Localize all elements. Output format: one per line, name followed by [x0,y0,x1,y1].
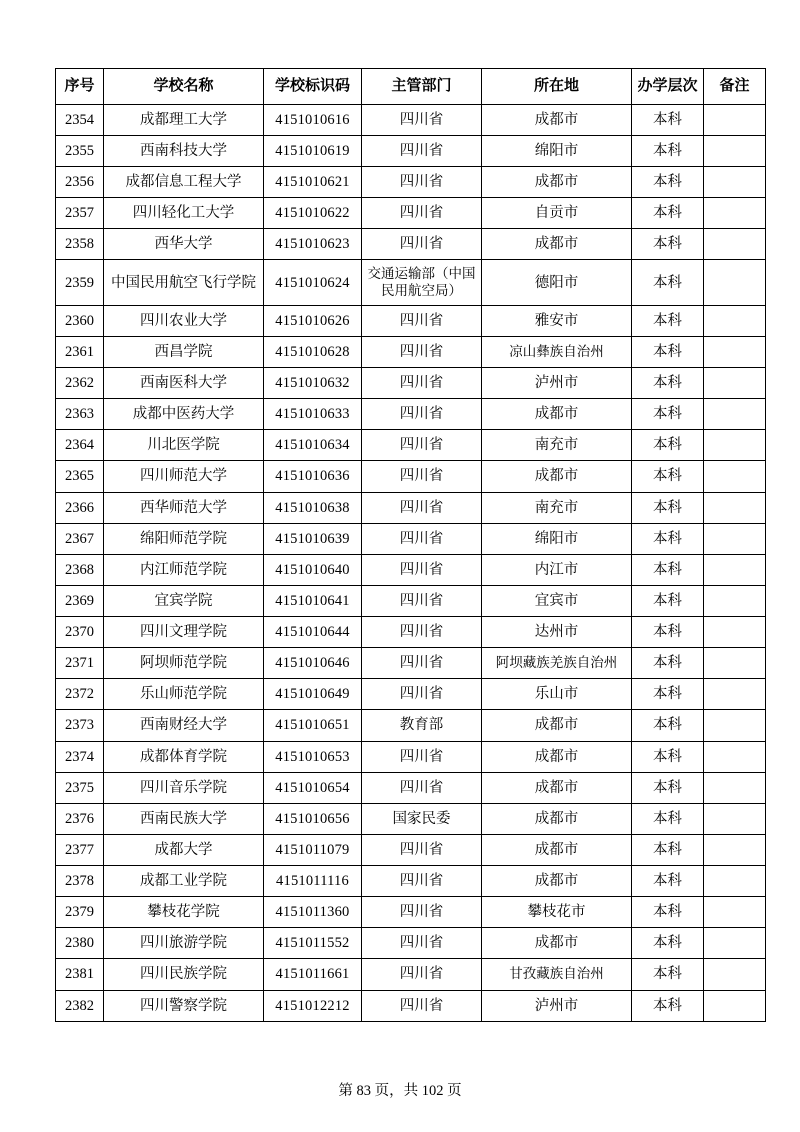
cell-location: 泸州市 [482,990,632,1021]
cell-school-name: 攀枝花学院 [104,897,264,928]
cell-note [704,430,766,461]
cell-seq: 2369 [56,585,104,616]
cell-note [704,229,766,260]
cell-level: 本科 [632,305,704,336]
cell-school-code: 4151010640 [264,554,362,585]
cell-department: 四川省 [362,741,482,772]
column-header-level: 办学层次 [632,69,704,105]
cell-level: 本科 [632,866,704,897]
table-row [56,260,766,305]
table-row [56,430,766,461]
cell-location: 阿坝藏族羌族自治州 [482,648,632,679]
cell-note [704,198,766,229]
cell-school-code: 4151010634 [264,430,362,461]
cell-note [704,260,766,305]
cell-department: 国家民委 [362,803,482,834]
cell-seq: 2371 [56,648,104,679]
cell-level: 本科 [632,492,704,523]
cell-department: 四川省 [362,229,482,260]
table-row [56,461,766,492]
cell-seq: 2381 [56,959,104,990]
cell-school-code: 4151011116 [264,866,362,897]
table-row [56,866,766,897]
cell-school-name: 成都体育学院 [104,741,264,772]
cell-level: 本科 [632,430,704,461]
cell-level: 本科 [632,990,704,1021]
cell-location: 成都市 [482,167,632,198]
cell-department: 四川省 [362,617,482,648]
cell-seq: 2359 [56,260,104,305]
cell-school-name: 西南科技大学 [104,135,264,166]
cell-level: 本科 [632,710,704,741]
cell-level: 本科 [632,399,704,430]
table-row [56,772,766,803]
table-row [56,585,766,616]
cell-department: 四川省 [362,866,482,897]
cell-level: 本科 [632,617,704,648]
cell-location: 成都市 [482,229,632,260]
cell-note [704,336,766,367]
cell-note [704,959,766,990]
cell-level: 本科 [632,135,704,166]
cell-level: 本科 [632,523,704,554]
cell-department: 四川省 [362,336,482,367]
cell-school-name: 四川旅游学院 [104,928,264,959]
cell-level: 本科 [632,198,704,229]
cell-level: 本科 [632,368,704,399]
cell-note [704,834,766,865]
cell-level: 本科 [632,648,704,679]
cell-department: 四川省 [362,305,482,336]
table-row [56,710,766,741]
cell-level: 本科 [632,104,704,135]
cell-location: 乐山市 [482,679,632,710]
table-header-row [56,69,766,105]
table-row [56,399,766,430]
cell-seq: 2378 [56,866,104,897]
cell-school-code: 4151010639 [264,523,362,554]
table-row [56,523,766,554]
cell-level: 本科 [632,741,704,772]
cell-school-name: 四川警察学院 [104,990,264,1021]
table-row [56,648,766,679]
table-row [56,368,766,399]
cell-seq: 2380 [56,928,104,959]
cell-location: 成都市 [482,710,632,741]
cell-note [704,554,766,585]
cell-school-name: 阿坝师范学院 [104,648,264,679]
cell-seq: 2370 [56,617,104,648]
cell-location: 宜宾市 [482,585,632,616]
cell-location: 达州市 [482,617,632,648]
cell-note [704,461,766,492]
cell-seq: 2367 [56,523,104,554]
cell-department: 四川省 [362,772,482,803]
cell-school-name: 四川轻化工大学 [104,198,264,229]
cell-seq: 2373 [56,710,104,741]
cell-seq: 2358 [56,229,104,260]
cell-note [704,928,766,959]
cell-department: 四川省 [362,959,482,990]
table-row [56,897,766,928]
cell-school-name: 西南民族大学 [104,803,264,834]
cell-school-code: 4151011360 [264,897,362,928]
cell-school-name: 四川音乐学院 [104,772,264,803]
cell-seq: 2379 [56,897,104,928]
cell-level: 本科 [632,167,704,198]
cell-department: 四川省 [362,167,482,198]
cell-seq: 2363 [56,399,104,430]
cell-note [704,135,766,166]
cell-department: 四川省 [362,104,482,135]
cell-location: 凉山彝族自治州 [482,336,632,367]
cell-school-name: 成都信息工程大学 [104,167,264,198]
cell-seq: 2375 [56,772,104,803]
cell-school-name: 四川师范大学 [104,461,264,492]
cell-department: 四川省 [362,368,482,399]
cell-school-code: 4151011552 [264,928,362,959]
cell-department: 教育部 [362,710,482,741]
cell-location: 绵阳市 [482,135,632,166]
cell-school-name: 成都中医药大学 [104,399,264,430]
cell-school-code: 4151010623 [264,229,362,260]
cell-school-name: 宜宾学院 [104,585,264,616]
school-list-table [55,68,766,1022]
cell-location: 成都市 [482,772,632,803]
cell-seq: 2382 [56,990,104,1021]
cell-note [704,167,766,198]
cell-department: 四川省 [362,492,482,523]
cell-seq: 2372 [56,679,104,710]
cell-school-name: 西南医科大学 [104,368,264,399]
cell-seq: 2360 [56,305,104,336]
cell-note [704,803,766,834]
cell-school-code: 4151010626 [264,305,362,336]
cell-note [704,710,766,741]
cell-department: 四川省 [362,834,482,865]
table-row [56,305,766,336]
cell-school-code: 4151010649 [264,679,362,710]
cell-location: 成都市 [482,803,632,834]
cell-level: 本科 [632,229,704,260]
cell-seq: 2374 [56,741,104,772]
cell-seq: 2362 [56,368,104,399]
cell-seq: 2364 [56,430,104,461]
cell-location: 甘孜藏族自治州 [482,959,632,990]
column-header-school-name: 学校名称 [104,69,264,105]
cell-note [704,648,766,679]
cell-location: 攀枝花市 [482,897,632,928]
cell-school-code: 4151010628 [264,336,362,367]
cell-department: 四川省 [362,135,482,166]
cell-seq: 2357 [56,198,104,229]
cell-seq: 2368 [56,554,104,585]
cell-note [704,617,766,648]
cell-seq: 2377 [56,834,104,865]
cell-level: 本科 [632,461,704,492]
cell-level: 本科 [632,772,704,803]
cell-seq: 2354 [56,104,104,135]
cell-level: 本科 [632,834,704,865]
cell-note [704,399,766,430]
cell-department: 四川省 [362,585,482,616]
cell-level: 本科 [632,928,704,959]
cell-department: 四川省 [362,198,482,229]
cell-seq: 2355 [56,135,104,166]
cell-level: 本科 [632,336,704,367]
cell-seq: 2356 [56,167,104,198]
cell-department: 交通运输部（中国民用航空局） [362,260,482,305]
cell-note [704,305,766,336]
cell-level: 本科 [632,585,704,616]
cell-school-code: 4151012212 [264,990,362,1021]
cell-school-code: 4151010622 [264,198,362,229]
cell-department: 四川省 [362,679,482,710]
table-row [56,336,766,367]
cell-school-name: 四川文理学院 [104,617,264,648]
cell-school-name: 内江师范学院 [104,554,264,585]
cell-location: 内江市 [482,554,632,585]
cell-note [704,104,766,135]
cell-department: 四川省 [362,897,482,928]
cell-note [704,741,766,772]
cell-school-code: 4151010621 [264,167,362,198]
column-header-note: 备注 [704,69,766,105]
cell-school-code: 4151010633 [264,399,362,430]
cell-school-name: 西华师范大学 [104,492,264,523]
cell-department: 四川省 [362,399,482,430]
page-footer: 第 83 页，共 102 页 [338,1083,462,1099]
cell-level: 本科 [632,959,704,990]
cell-school-code: 4151010646 [264,648,362,679]
cell-school-code: 4151010616 [264,104,362,135]
cell-school-code: 4151010619 [264,135,362,166]
table-row [56,617,766,648]
cell-note [704,368,766,399]
table-header [56,69,766,105]
cell-school-code: 4151010638 [264,492,362,523]
cell-location: 绵阳市 [482,523,632,554]
table-row [56,834,766,865]
cell-department: 四川省 [362,461,482,492]
cell-school-name: 成都理工大学 [104,104,264,135]
table-row [56,229,766,260]
cell-school-code: 4151011661 [264,959,362,990]
cell-note [704,990,766,1021]
table-row [56,554,766,585]
cell-school-name: 绵阳师范学院 [104,523,264,554]
cell-location: 成都市 [482,104,632,135]
cell-location: 成都市 [482,741,632,772]
cell-level: 本科 [632,897,704,928]
column-header-school-code: 学校标识码 [264,69,362,105]
cell-school-name: 乐山师范学院 [104,679,264,710]
cell-department: 四川省 [362,523,482,554]
cell-school-name: 中国民用航空飞行学院 [104,260,264,305]
cell-school-code: 4151010656 [264,803,362,834]
table-body [56,104,766,1021]
table-row [56,679,766,710]
cell-level: 本科 [632,260,704,305]
cell-note [704,897,766,928]
cell-location: 德阳市 [482,260,632,305]
cell-school-code: 4151010654 [264,772,362,803]
table-row [56,167,766,198]
table-row [56,492,766,523]
cell-note [704,585,766,616]
column-header-department: 主管部门 [362,69,482,105]
column-header-seq: 序号 [56,69,104,105]
table-row [56,928,766,959]
cell-note [704,866,766,897]
cell-department: 四川省 [362,928,482,959]
cell-location: 成都市 [482,399,632,430]
cell-department: 四川省 [362,554,482,585]
cell-school-code: 4151010641 [264,585,362,616]
cell-school-name: 西昌学院 [104,336,264,367]
cell-school-code: 4151010651 [264,710,362,741]
cell-school-name: 四川民族学院 [104,959,264,990]
cell-location: 南充市 [482,430,632,461]
cell-seq: 2365 [56,461,104,492]
cell-note [704,523,766,554]
cell-location: 成都市 [482,866,632,897]
cell-school-name: 西南财经大学 [104,710,264,741]
cell-location: 成都市 [482,461,632,492]
cell-school-code: 4151010644 [264,617,362,648]
cell-location: 自贡市 [482,198,632,229]
cell-seq: 2361 [56,336,104,367]
cell-school-code: 4151010653 [264,741,362,772]
cell-department: 四川省 [362,430,482,461]
table-row [56,135,766,166]
cell-location: 泸州市 [482,368,632,399]
cell-note [704,492,766,523]
cell-school-code: 4151010636 [264,461,362,492]
cell-school-name: 川北医学院 [104,430,264,461]
cell-seq: 2376 [56,803,104,834]
cell-school-code: 4151011079 [264,834,362,865]
cell-location: 雅安市 [482,305,632,336]
cell-level: 本科 [632,554,704,585]
table-row [56,104,766,135]
cell-school-code: 4151010632 [264,368,362,399]
column-header-location: 所在地 [482,69,632,105]
cell-note [704,772,766,803]
table-row [56,990,766,1021]
cell-level: 本科 [632,803,704,834]
cell-note [704,679,766,710]
cell-location: 成都市 [482,928,632,959]
cell-school-name: 成都工业学院 [104,866,264,897]
cell-seq: 2366 [56,492,104,523]
cell-location: 成都市 [482,834,632,865]
cell-school-code: 4151010624 [264,260,362,305]
table-row [56,198,766,229]
cell-school-name: 西华大学 [104,229,264,260]
cell-department: 四川省 [362,990,482,1021]
cell-level: 本科 [632,679,704,710]
table-row [56,741,766,772]
cell-school-name: 四川农业大学 [104,305,264,336]
cell-school-name: 成都大学 [104,834,264,865]
table-row [56,803,766,834]
table-row [56,959,766,990]
cell-department: 四川省 [362,648,482,679]
cell-location: 南充市 [482,492,632,523]
